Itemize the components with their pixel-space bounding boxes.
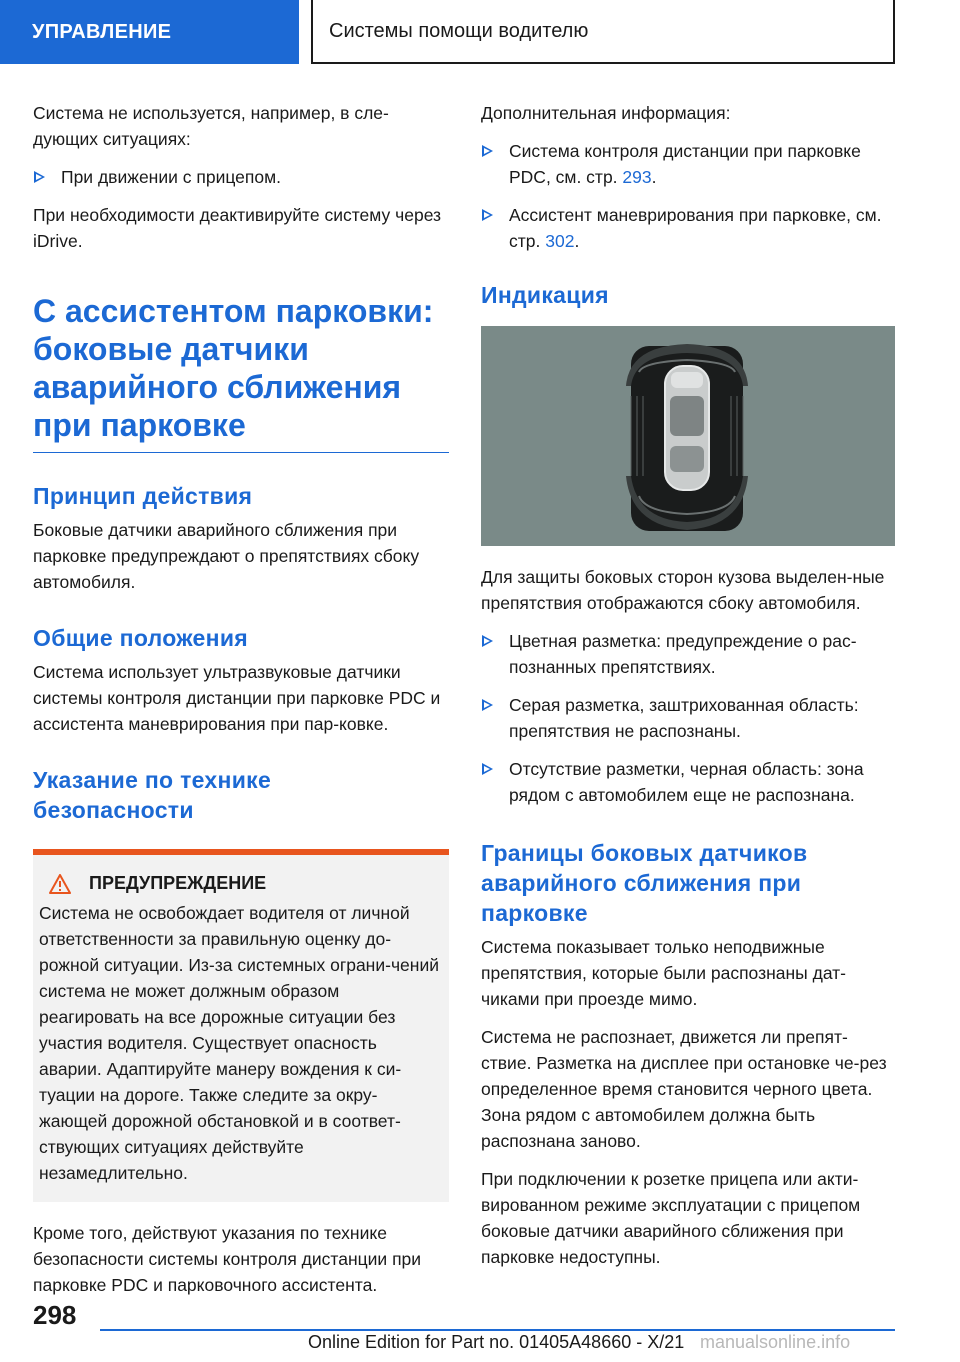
page-link-pdc[interactable]: 293 (622, 167, 652, 187)
warning-text: Система не освобождает водителя от личной ответственности за правильную оценку до-рожной ситуации. Из-за системных ограни-чений система не может должным образом реагировать на все дорожные ситуации без участия водителя. Существует опасность аварии. Адаптируйте манеру вождения к си-туации на дороге. Также следите за окру-жающей дорожной обстановкой и в соответ-ствующих ситуациях действуйте незамедлительно. (39, 903, 440, 1183)
right-column (481, 100, 895, 1282)
indication-paragraph: Для защиты боковых сторон кузова выделен-ные препятствия отображаются сбоку автомобиля. (481, 567, 885, 613)
principle-heading: Принцип действия (33, 483, 253, 509)
warning-header (39, 873, 441, 894)
section-heading: С ассистентом парковки: боковые датчики аварийного сближения при парковке (33, 292, 449, 453)
list-item: При движении с прицепом. (33, 164, 449, 190)
triangle-bullet-icon (35, 172, 45, 182)
section-title: УПРАВЛЕНИЕ (32, 20, 172, 43)
car-sensor-illustration (481, 326, 895, 546)
list-item: Цветная разметка: предупреждение о рас-познанных препятствиях. (481, 628, 895, 680)
deactivate-paragraph: При необходимости деактивируйте систему через iDrive. (33, 205, 442, 251)
after-warning-paragraph: Кроме того, действуют указания по технике безопасности системы контроля дистанции при парковке PDC и парковочного ассистента. (33, 1223, 422, 1295)
limits-paragraph-2: Система не распознает, движется ли препят-ствие. Разметка на дисплее при остановке че-рез определенное время становится черного цвета. Зона рядом с автомобилем должна быть распознана заново. (481, 1027, 887, 1151)
list-item: Система контроля дистанции при парковке PDC, см. стр. 293. (481, 138, 895, 190)
list-item: Отсутствие разметки, черная область: зона рядом с автомобилем еще не распознана. (481, 756, 895, 808)
triangle-bullet-icon (483, 146, 493, 156)
triangle-bullet-icon (483, 700, 493, 710)
chapter-header (311, 0, 895, 64)
info-paragraph: Дополнительная информация: (481, 103, 731, 123)
limits-paragraph-3: При подключении к розетке прицепа или акти-вированном режиме эксплуатации с прицепом боковые датчики аварийного сближения при парковке недоступны. (481, 1169, 861, 1267)
page-link-assistant[interactable]: 302 (545, 231, 575, 251)
triangle-bullet-icon (483, 764, 493, 774)
warning-title: ПРЕДУПРЕЖДЕНИЕ (89, 873, 267, 893)
parking-display-image (481, 326, 895, 546)
general-heading: Общие положения (33, 625, 248, 651)
edition-text: Online Edition for Part no. 01405A48660 - X/21 (308, 1332, 685, 1352)
indication-heading: Индикация (481, 282, 609, 308)
triangle-bullet-icon (483, 636, 493, 646)
chapter-title: Системы помощи водителю (329, 19, 589, 42)
limits-heading: Границы боковых датчиков аварийного сближения при парковке (481, 840, 808, 926)
list-item: Ассистент маневрирования при парковке, см. стр. 302. (481, 202, 895, 254)
section-tab (0, 0, 299, 64)
triangle-bullet-icon (483, 210, 493, 220)
intro-paragraph: Система не используется, например, в сле-дующих ситуациях: (33, 103, 389, 149)
footer-divider (100, 1329, 895, 1331)
warning-box (33, 849, 449, 1202)
left-column (33, 100, 449, 1310)
limits-paragraph-1: Система показывает только неподвижные препятствия, которые были распознаны дат-чиками при проезде мимо. (481, 937, 847, 1009)
principle-paragraph: Боковые датчики аварийного сближения при парковке предупреждают о препятствиях сбоку автомобиля. (33, 520, 420, 592)
general-paragraph: Система использует ультразвуковые датчики системы контроля дистанции при парковке PDC и ассистента маневрирования при пар-ковке. (33, 662, 441, 734)
watermark: manualsonline.info (700, 1332, 851, 1352)
page-number: 298 (33, 1300, 77, 1330)
warning-triangle-icon (49, 874, 71, 894)
safety-heading: Указание по технике безопасности (33, 767, 272, 823)
list-item: Серая разметка, заштрихованная область: препятствия не распознаны. (481, 692, 895, 744)
